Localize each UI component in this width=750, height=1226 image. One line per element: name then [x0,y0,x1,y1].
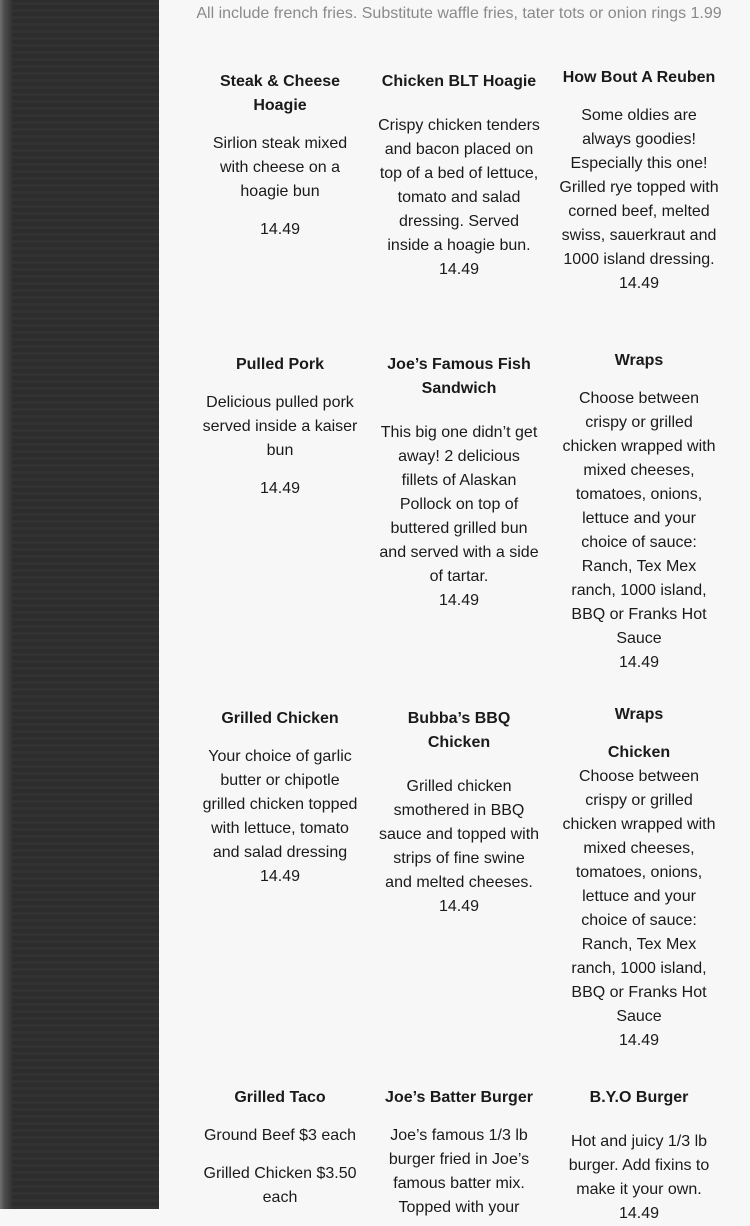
menu-item-steak-cheese-hoagie [199,70,361,242]
sidebar-edge [0,0,12,1209]
menu-item-wraps [558,349,720,675]
item-description: Delicious pulled pork served inside a kaiser bun [202,394,358,459]
menu-item-grilled-taco [199,1086,361,1210]
menu-item-reuben [558,66,720,296]
item-title: Wraps [614,706,664,723]
menu-item-bubbas-bbq-chicken [378,707,540,919]
item-description: Joe’s famous 1/3 lb burger fried in Joe’s famous batter mix. Topped with your [388,1127,530,1216]
item-title: Steak & Cheese Hoagie [219,73,341,114]
item-price: 14.49 [259,868,301,885]
item-description: Some oldies are always goodies! Especially this one! Grilled rye topped with corned beef, melted swiss, sauerkraut and 1000 island dressing. [559,107,719,268]
item-price: 14.49 [438,261,480,278]
item-price: 14.49 [618,1205,660,1222]
menu-intro-note: All include french fries. Substitute waffle fries, tater tots or onion rings 1.99 [196,5,722,22]
item-description: Hot and juicy 1/3 lb burger. Add fixins to make it your own. [568,1133,710,1198]
item-description: Grilled chicken smothered in BBQ sauce and topped with strips of fine swine and melted cheeses. [378,778,540,891]
item-title: How Bout A Reuben [562,69,716,86]
item-description: Crispy chicken tenders and bacon placed on top of a bed of lettuce, tomato and salad dressing. Served inside a hoagie bun. [378,117,540,254]
item-price: 14.49 [618,654,660,671]
menu-item-grilled-chicken [199,707,361,889]
item-description: Choose between crispy or grilled chicken wrapped with mixed cheeses, tomatoes, onions, lettuce and your choice of sauce: Ranch, Tex Mex ranch, 1000 island, BBQ or Franks Hot Sauce [562,390,716,647]
item-title: Joe’s Batter Burger [385,1089,533,1106]
item-price: 14.49 [438,592,480,609]
item-title: Bubba’s BBQ Chicken [407,710,511,751]
item-price: 14.49 [438,898,480,915]
menu-item-chicken-blt-hoagie [378,70,540,282]
item-title: Grilled Chicken [221,710,339,727]
item-price: 14.49 [618,1032,660,1049]
item-description: Your choice of garlic butter or chipotle grilled chicken topped with lettuce, tomato and salad dressing [202,748,358,861]
sidebar [0,0,159,1209]
item-description: Sirlion steak mixed with cheese on a hoagie bun [212,135,348,200]
menu-item-fish-sandwich [378,353,540,613]
item-title: Wraps [614,352,664,369]
item-option-chicken: Grilled Chicken $3.50 each [203,1165,357,1206]
item-description: This big one didn’t get away! 2 delicious fillets of Alaskan Pollock on top of buttered grilled bun and served with a side of tartar. [379,424,539,585]
item-title: Joe’s Famous Fish Sandwich [387,356,531,397]
menu-item-pulled-pork [199,353,361,501]
item-title: Pulled Pork [235,356,325,373]
item-price: 14.49 [259,221,301,238]
item-price: 14.49 [259,480,301,497]
item-title: Chicken BLT Hoagie [381,73,537,90]
item-title: B.Y.O Burger [589,1089,689,1106]
item-price: 14.49 [618,275,660,292]
menu-item-byo-burger [558,1086,720,1226]
menu-item-batter-burger [378,1086,540,1220]
sidebar-texture [12,0,159,1209]
item-option-beef: Ground Beef $3 each [203,1127,357,1144]
item-subtitle: Chicken [607,744,671,761]
item-description: Choose between crispy or grilled chicken wrapped with mixed cheeses, tomatoes, onions, lettuce and your choice of sauce: Ranch, Tex Mex ranch, 1000 island, BBQ or Franks Hot Sauce [562,768,716,1025]
item-title: Grilled Taco [234,1089,326,1106]
menu-item-chicken-wraps [558,703,720,1053]
